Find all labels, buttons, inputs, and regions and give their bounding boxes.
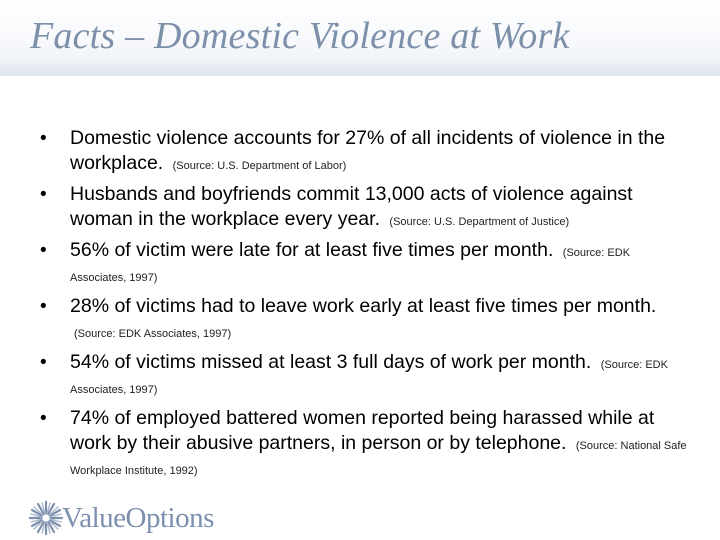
bullet-source: (Source: EDK Associates, 1997): [74, 328, 232, 340]
bullet-source: (Source: National Safe Workplace Institute, 1992): [70, 440, 687, 477]
bullet-item: [38, 182, 688, 232]
logo-text: ValueOptions: [62, 502, 214, 534]
bullet-text: Husbands and boyfriends commit 13,000 acts of violence against woman in the workplace every year.: [70, 183, 633, 230]
bullet-text: 56% of victim were late for at least five times per month.: [70, 239, 554, 261]
bullet-source: (Source: EDK Associates, 1997): [70, 359, 668, 396]
bullet-text: 54% of victims missed at least 3 full days of work per month.: [70, 351, 592, 373]
bullet-source: (Source: EDK Associates, 1997): [70, 247, 631, 284]
bullet-list: [38, 126, 688, 487]
bullet-item: [38, 406, 688, 481]
valueoptions-logo: [28, 500, 288, 536]
bullet-source: (Source: U.S. Department of Labor): [172, 160, 347, 172]
bullet-item: [38, 126, 688, 176]
bullet-item: [38, 350, 688, 400]
bullet-source: (Source: U.S. Department of Justice): [389, 216, 570, 228]
starburst-icon: [28, 500, 64, 536]
bullet-text: 74% of employed battered women reported being harassed while at work by their abusive partners, in person or by telephone.: [70, 407, 655, 454]
bullet-item: [38, 294, 688, 344]
slide-title: Facts – Domestic Violence at Work: [30, 15, 570, 57]
bullet-text: 28% of victims had to leave work early at least five times per month.: [70, 295, 657, 317]
bullet-text: Domestic violence accounts for 27% of all incidents of violence in the workplace.: [70, 127, 666, 174]
bullet-item: [38, 238, 688, 288]
